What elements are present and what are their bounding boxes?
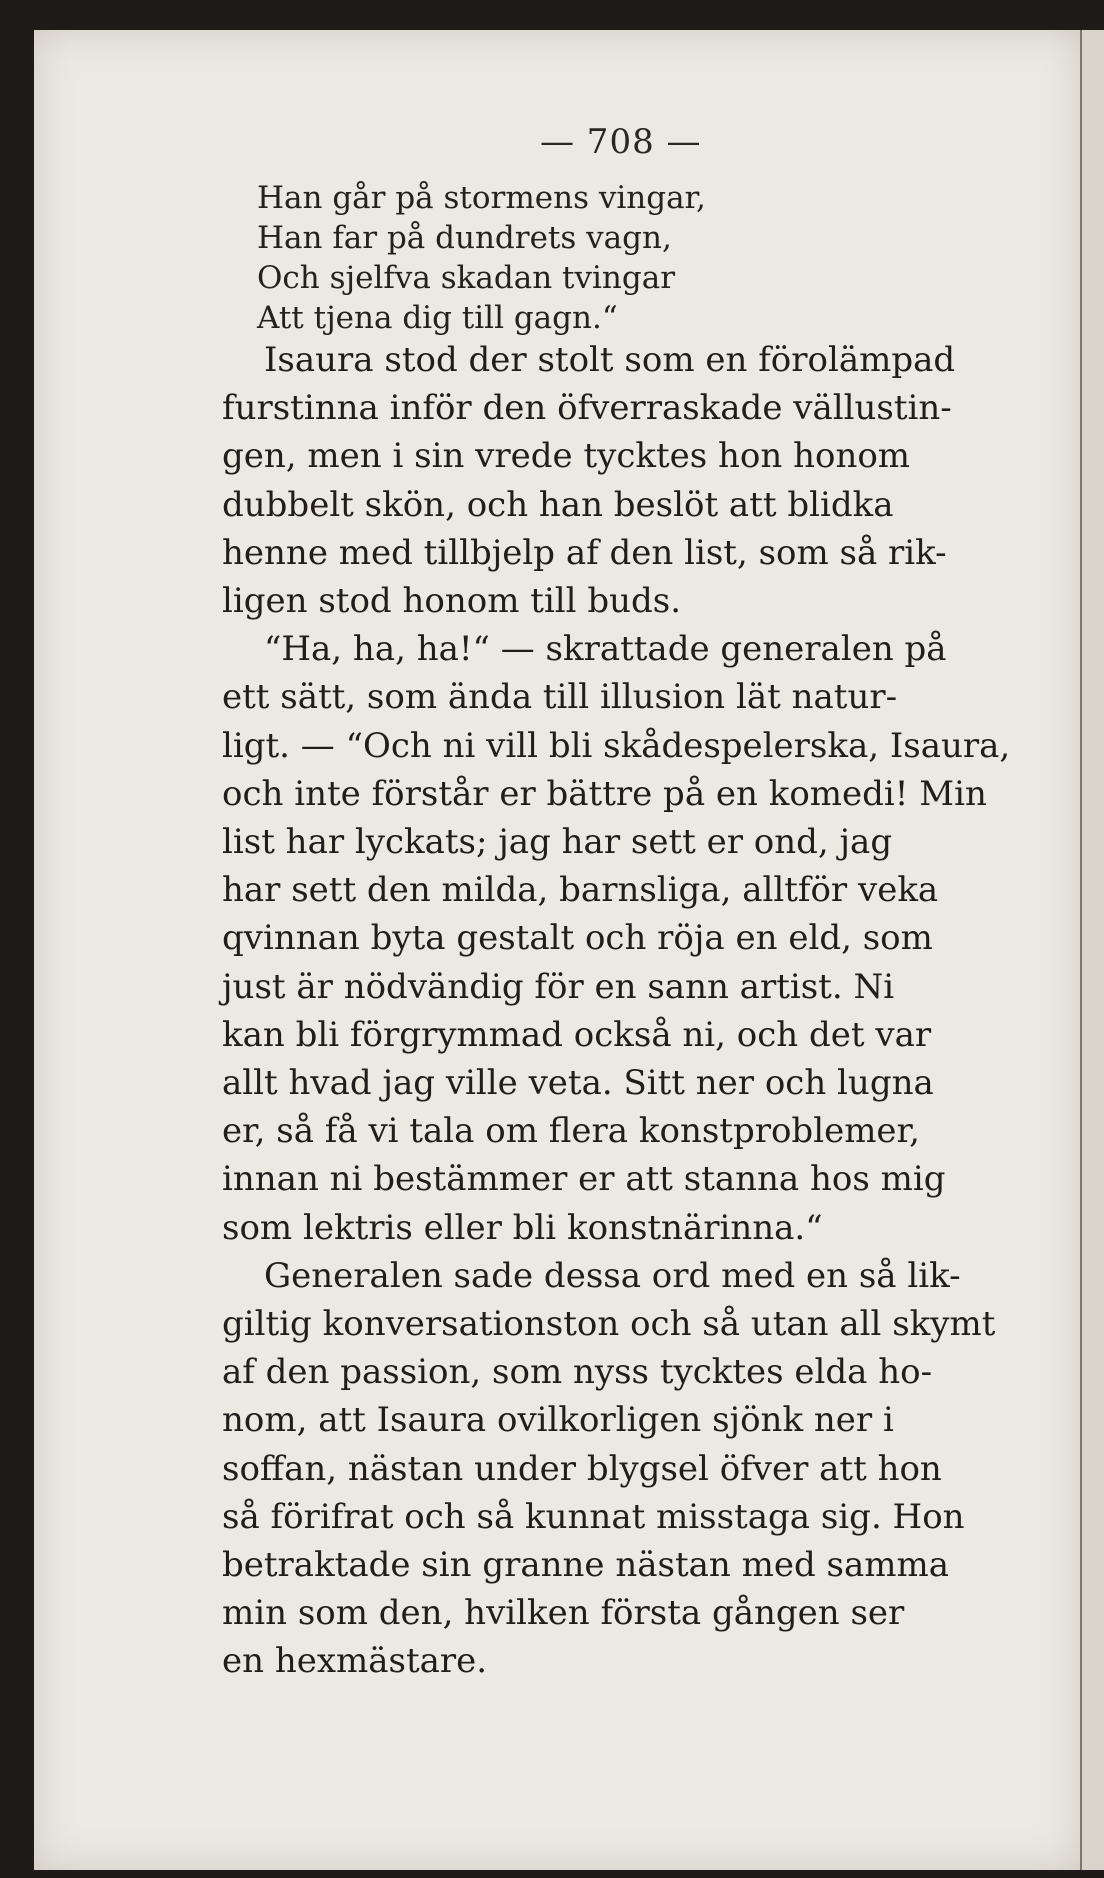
text-line: min som den, hvilken första gången ser [222, 1593, 905, 1634]
text-line: gen, men i sin vrede tycktes hon honom [222, 436, 911, 477]
text-line: och inte förstår er bättre på en komedi! Min [222, 773, 987, 814]
text-line: er, så få vi tala om flera konstproblemer, [222, 1111, 920, 1152]
text-line: ligen stod honom till buds. [222, 581, 682, 622]
text-line: just är nödvändig för en sann artist. Ni [222, 966, 895, 1007]
verse-line: Och sjelfva skadan tvingar [257, 260, 676, 296]
text-line: list har lyckats; jag har sett er ond, jag [222, 822, 893, 863]
text-line: henne med tillbjelp af den list, som så rik- [222, 532, 947, 573]
text-line: Generalen sade dessa ord med en så lik- [264, 1255, 961, 1296]
text-line: af den passion, som nyss tycktes elda ho- [222, 1352, 933, 1393]
text-line: innan ni bestämmer er att stanna hos mig [222, 1159, 946, 1200]
text-line: dubbelt skön, och han beslöt att blidka [222, 484, 894, 525]
text-line: ett sätt, som ända till illusion lät natur- [222, 677, 898, 718]
text-line: furstinna inför den öfverraskade vällustin- [222, 388, 952, 429]
verse-line: Han går på stormens vingar, [257, 180, 706, 216]
text-line: allt hvad jag ville veta. Sitt ner och lugna [222, 1063, 934, 1104]
text-line: ligt. — “Och ni vill bli skådespelerska, Isaura, [222, 725, 1011, 766]
verse-stanza [257, 178, 1017, 338]
text-line: en hexmästare. [222, 1641, 488, 1682]
text-line: Isaura stod der stolt som en förolämpad [264, 340, 956, 380]
body-text [222, 336, 1050, 1686]
adjacent-page-edge [1080, 30, 1104, 1870]
text-line: soffan, nästan under blygsel öfver att hon [222, 1448, 942, 1489]
verse-line: Han far på dundrets vagn, [257, 220, 672, 256]
verse-line: Att tjena dig till gagn.“ [257, 300, 618, 336]
text-line: betraktade sin granne nästan med samma [222, 1545, 949, 1586]
text-line: nom, att Isaura ovilkorligen sjönk ner i [222, 1400, 894, 1441]
text-line: giltig konversationston och så utan all skymt [222, 1304, 996, 1345]
text-line: qvinnan byta gestalt och röja en eld, som [222, 918, 933, 959]
text-line: har sett den milda, barnsliga, alltför veka [222, 870, 939, 911]
page-number: — 708 — [540, 122, 702, 162]
text-line: så förifrat och så kunnat misstaga sig. Hon [222, 1496, 965, 1537]
text-line: kan bli förgrymmad också ni, och det var [222, 1014, 932, 1055]
text-line: “Ha, ha, ha!“ — skrattade generalen på [264, 629, 947, 670]
text-line: som lektris eller bli konstnärinna.“ [222, 1207, 823, 1248]
